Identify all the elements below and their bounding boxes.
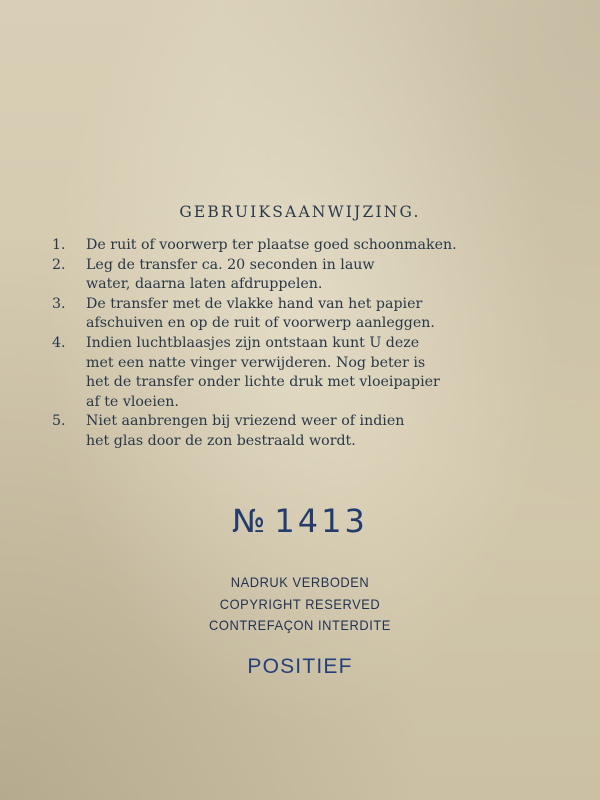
instruction-list <box>52 236 552 452</box>
instruction-number: 5. <box>52 413 66 430</box>
document-title: GEBRUIKSAANWIJZING. <box>179 203 421 221</box>
instruction-line: af te vloeien. <box>86 393 179 410</box>
copyright-notices <box>24 572 576 637</box>
instruction-line: Leg de transfer ca. 20 seconden in lauw <box>86 256 375 273</box>
positief-stamp: POSITIEF <box>247 655 353 678</box>
instruction-line: het glas door de zon bestraald wordt. <box>86 432 356 449</box>
instruction-line: Niet aanbrengen bij vriezend weer of indien <box>86 413 405 430</box>
instruction-line: Indien luchtblaasjes zijn ontstaan kunt U deze <box>86 334 420 351</box>
instruction-number: 1. <box>52 237 66 253</box>
notice-line: NADRUK VERBODEN <box>230 574 370 590</box>
numero-sign: № <box>232 502 269 540</box>
instruction-line: De transfer met de vlakke hand van het papier <box>86 295 423 312</box>
instruction-item <box>52 412 552 451</box>
instruction-line: De ruit of voorwerp ter plaatse goed schoonmaken. <box>86 237 457 253</box>
notice-line: CONTREFAÇON INTERDITE <box>209 617 391 633</box>
instruction-line: water, daarna laten afdruppelen. <box>86 276 323 293</box>
instruction-item <box>52 334 552 412</box>
product-number <box>0 502 600 540</box>
notice-line: COPYRIGHT RESERVED <box>219 595 381 612</box>
instruction-number: 4. <box>52 334 66 351</box>
instruction-line: met een natte vinger verwijderen. Nog beter is <box>86 354 426 371</box>
instruction-line: afschuiven en op de ruit of voorwerp aanleggen. <box>86 315 435 332</box>
instruction-number: 2. <box>52 256 66 273</box>
instruction-line: het de transfer onder lichte druk met vloeipapier <box>86 374 440 391</box>
instruction-item <box>52 295 552 334</box>
instruction-number: 3. <box>52 295 66 312</box>
instruction-item <box>52 256 552 295</box>
product-number-value: 1413 <box>274 502 368 540</box>
instruction-item <box>52 236 552 256</box>
